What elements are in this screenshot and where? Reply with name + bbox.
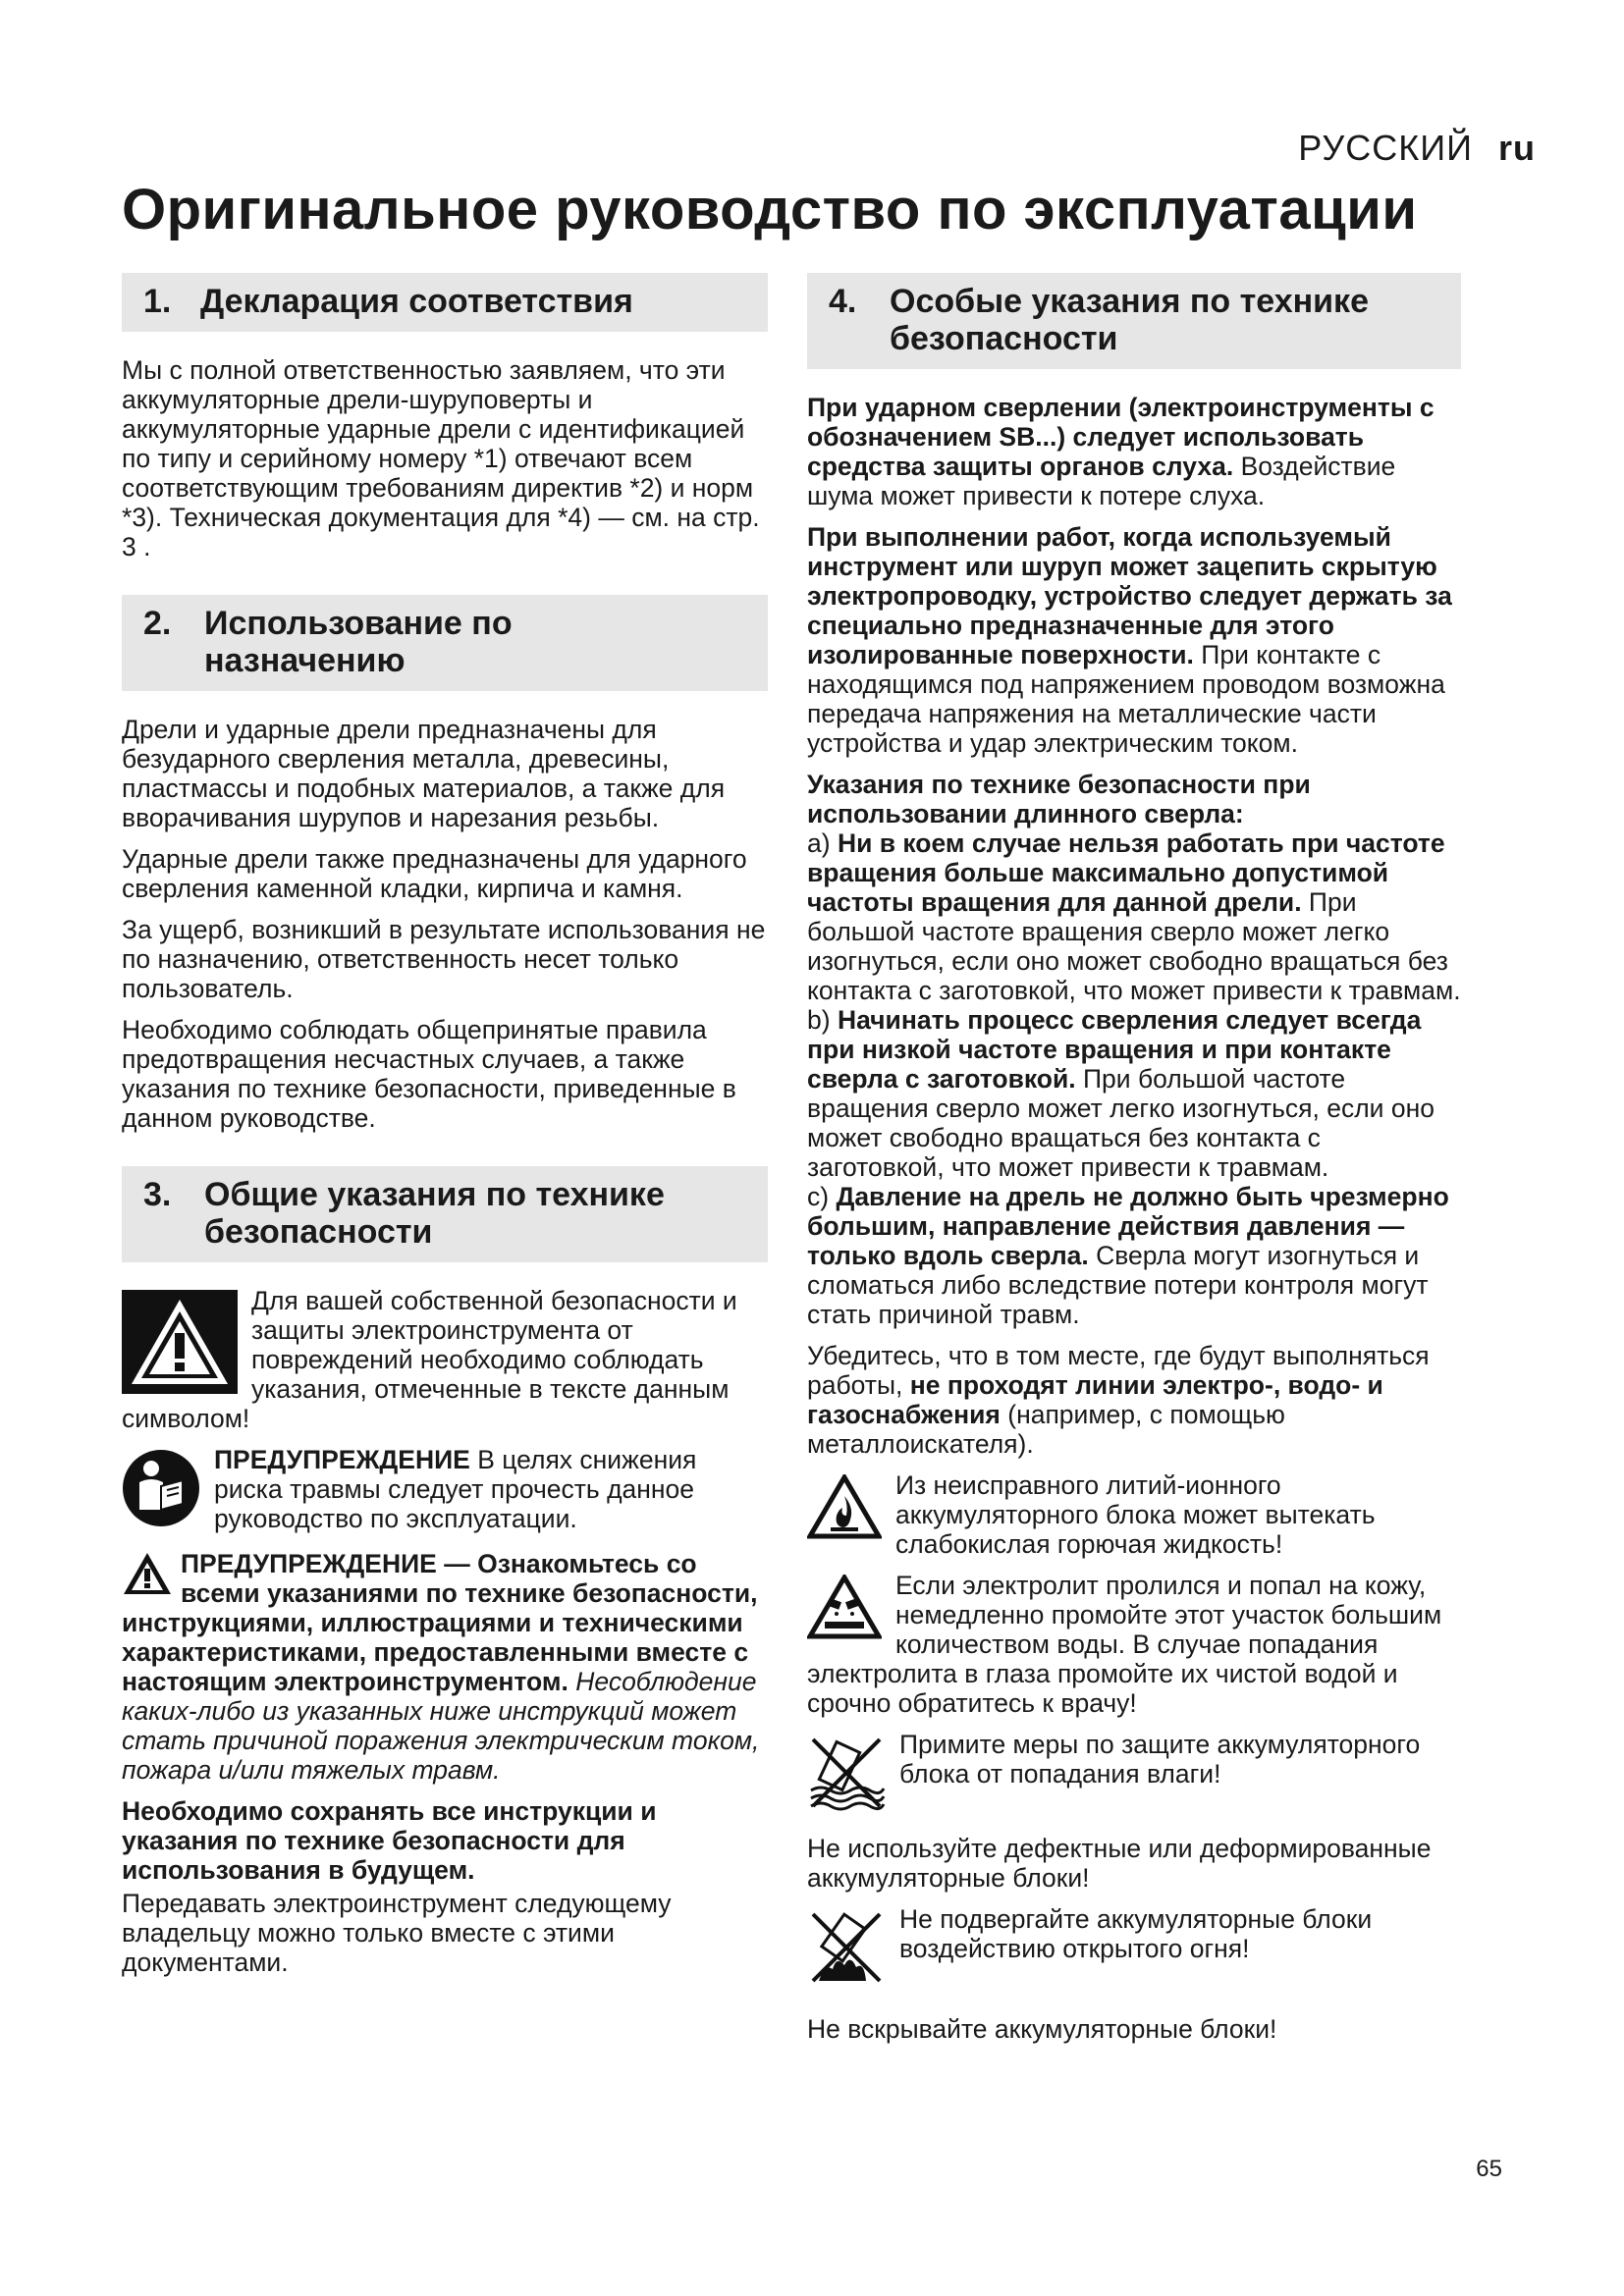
item-a-prefix: a) [807,828,838,858]
read-manual-label: ПРЕДУПРЕЖДЕНИЕ [214,1445,470,1474]
intended-use-paragraph: Дрели и ударные дрели предназначены для безударного сверления металла, древесины, пластмассы и подобных материалов, а также для вворачивания шурупов и нарезания резьбы. [122,715,726,832]
general-warning-label: ПРЕДУПРЕЖДЕНИЕ [181,1549,437,1578]
section-3-number: 3. [143,1176,172,1213]
item-b-prefix: b) [807,1005,838,1035]
electrolyte-text: Если электролит пролился и попал на кожу, немедленно промойте этот участок большим количеством воды. В случае попадания электролита в глаза промойте их чистой водой и срочно обратитесь к врачу! [807,1571,1442,1718]
section-2-title: Использование по назначению [204,605,513,679]
warning-symbol-text: Для вашей собственной безопасности и защиты электроинструмента от повреждений необходимо соблюдать указания, отмеченные в тексте данным символом! [122,1286,737,1433]
read-manual-text: В целях снижения риска травмы следует прочесть данное руководство по эксплуатации. [214,1445,697,1533]
long-bit-item-c [807,1182,1461,1329]
do-not-open-text: Не вскрывайте аккумуляторные блоки! [807,2014,1277,2044]
utility-lines-bold: не проходят линии электро-, водо- и газоснабжения [807,1370,1383,1429]
item-c-text: Сверла могут изогнуться и сломаться либо вследствие потери контроля могут стать причиной травм. [807,1241,1429,1329]
language-header [1298,128,1536,169]
hearing-protection-text: Воздействие шума может привести к потере слуха. [807,452,1396,510]
moisture-note [807,1730,1461,1822]
corrosive-icon [807,1575,882,1645]
keep-instructions-bold: Необходимо сохранять все инструкции и указания по технике безопасности для использования в будущем. [122,1796,657,1885]
open-fire-text: Не подвергайте аккумуляторные блоки воздействию открытого огня! [899,1904,1373,1963]
utility-lines-paragraph [807,1341,1461,1459]
item-a-bold: Ни в коем случае нельзя работать при частоте вращения больше максимально допустимой частоты вращения для данной дрели. [807,828,1445,917]
left-column [122,273,768,1989]
long-bit-heading-text: Указания по технике безопасности при использовании длинного сверла: [807,770,1311,828]
long-bit-item-a [807,828,1461,1005]
defective-pack-text: Не используйте дефектные или деформированные аккумуляторные блоки! [807,1834,1432,1893]
keep-instructions-heading [122,1796,768,1885]
right-column [807,273,1461,2056]
section-2-number: 2. [143,605,172,642]
general-warning-italic: Несоблюдение каких-либо из указанных ниже инструкций может стать причиной поражения электрическим током, пожара и/или тяжелых травм. [122,1667,760,1785]
no-moisture-icon [807,1734,886,1818]
item-a-text: При большой частоте вращения сверло может легко изогнуться, если оно может свободно вращаться без контакта с заготовкой, что может привести к травмам. [807,887,1461,1005]
item-b-bold: Начинать процесс сверления следует всегда при низкой частоте вращения и при контакте сверла с заготовкой. [807,1005,1422,1094]
open-fire-note [807,1904,1461,1997]
flammable-liquid-note [807,1470,1461,1559]
intended-use-paragraph: Ударные дрели также предназначены для ударного сверления каменной кладки, кирпича и камня. [122,844,747,903]
item-c-prefix: c) [807,1182,837,1211]
section-4-title: Особые указания по технике безопасности [890,283,1369,357]
hidden-wiring-bold: При выполнении работ, когда используемый инструмент или шуруп может зацепить скрытую электропроводку, устройство следует держать за специально предназначенные для этого изолированные поверхности. [807,522,1452,669]
hearing-protection-paragraph [807,393,1461,510]
warning-symbol-note [122,1286,768,1433]
section-4-heading [807,273,1461,369]
utility-lines-text-1: Убедитесь, что в том месте, где будут выполняться работы, [807,1341,1430,1400]
intended-use-paragraph: Необходимо соблюдать общепринятые правила предотвращения несчастных случаев, а также указания по технике безопасности, приведенные в данном руководстве. [122,1015,736,1133]
section-2-heading [122,595,768,691]
section-1-heading [122,273,768,332]
item-b-text: При большой частоте вращения сверло может легко изогнуться, если оно может свободно вращаться без контакта с заготовкой, что может привести к травмам. [807,1064,1435,1182]
section-4-number: 4. [829,283,857,320]
long-bit-item-b [807,1005,1461,1182]
long-bit-heading [807,770,1461,828]
utility-lines-text-2: (например, с помощью металлоискателя). [807,1400,1285,1459]
section-3-title: Общие указания по технике безопасности [204,1176,665,1251]
moisture-text: Примите меры по защите аккумуляторного блока от попадания влаги! [899,1730,1421,1789]
hidden-wiring-paragraph [807,522,1461,758]
electrolyte-note [807,1571,1461,1718]
language-code: ru [1498,128,1536,168]
section-1-number: 1. [143,283,172,320]
section-3-heading [122,1166,768,1262]
general-warning-note [122,1549,768,1785]
flammable-liquid-icon [807,1474,882,1545]
intended-use-paragraph: За ущерб, возникший в результате использования не по назначению, ответственность несет только пользователь. [122,915,766,1003]
read-manual-icon [122,1449,200,1533]
hidden-wiring-text: При контакте с находящимся под напряжением проводом возможна передача напряжения на металлические части устройства и удар электрическим током. [807,640,1445,758]
page-title: Оригинальное руководство по эксплуатации [122,178,1418,241]
warning-triangle-small-icon [122,1551,173,1602]
item-c-bold: Давление на дрель не должно быть чрезмерно большим, направление действия давления — только вдоль сверла. [807,1182,1449,1270]
page-number: 65 [1476,2156,1502,2182]
read-manual-note [122,1445,768,1537]
language-name: РУССКИЙ [1298,128,1473,168]
declaration-text: Мы с полной ответственностью заявляем, что эти аккумуляторные дрели-шуруповерты и аккумуляторные ударные дрели с идентификацией по типу и серийному номеру *1) отвечают всем соответствующим требованиям директив *2) и норм *3). Техническая документация для *4) — см. на стр. 3 . [122,355,760,561]
warning-triangle-icon [122,1290,238,1400]
no-open-fire-icon [807,1908,886,1993]
general-warning-bold: — Ознакомьтесь со всеми указаниями по технике безопасности, инструкциями, иллюстрациями и техническими характеристиками, предоставленными вместе с настоящим электроинструментом. [122,1549,758,1696]
section-1-title: Декларация соответствия [200,283,633,320]
flammable-liquid-text: Из неисправного литий-ионного аккумуляторного блока может вытекать слабокислая горючая жидкость! [895,1470,1376,1559]
hearing-protection-bold: При ударном сверлении (электроинструменты с обозначением SB...) следует использовать средства защиты органов слуха. [807,393,1435,481]
keep-instructions-text: Передавать электроинструмент следующему владельцу можно только вместе с этими документами. [122,1889,672,1977]
